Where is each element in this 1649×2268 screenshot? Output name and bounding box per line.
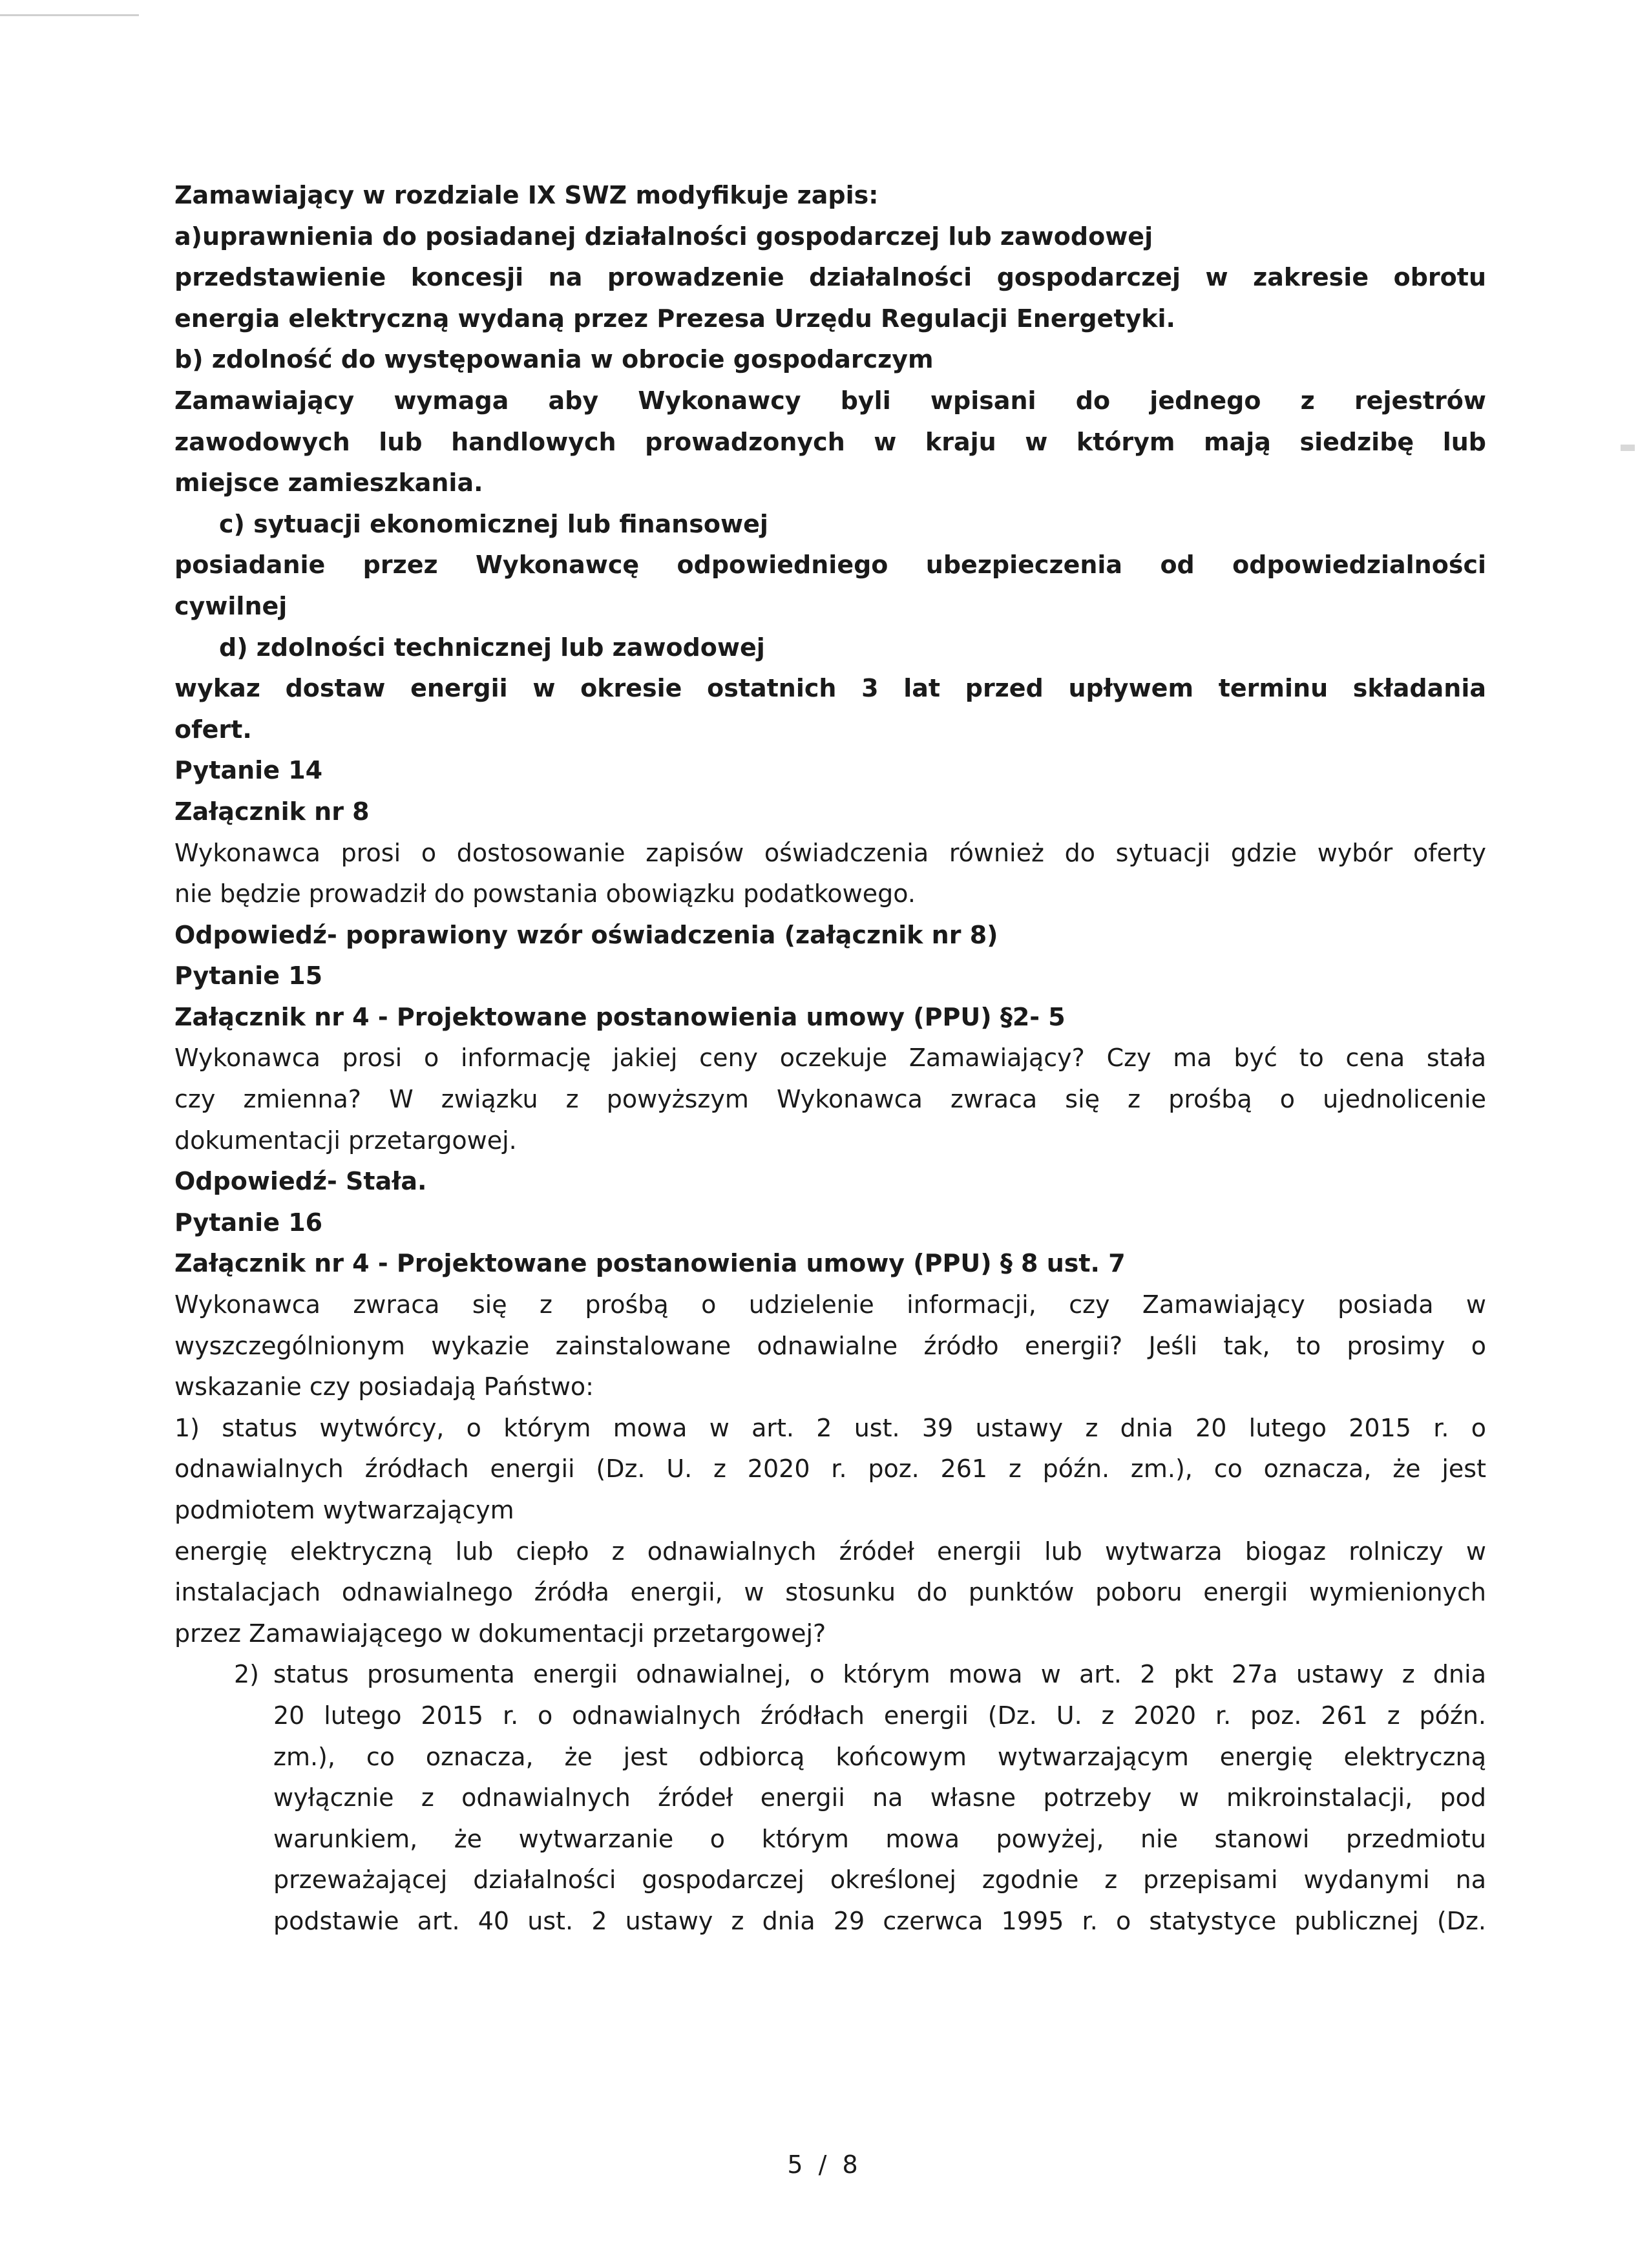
text-line: Załącznik nr 4 - Projektowane postanowienia umowy (PPU) § 8 ust. 7 xyxy=(174,1249,1126,1278)
item-body xyxy=(273,1654,1486,1942)
paragraph xyxy=(174,257,1486,339)
paragraph xyxy=(174,1161,1486,1202)
text-line: nie będzie prowadził do powstania obowiązku podatkowego. xyxy=(174,879,916,908)
page-number: 5 / 8 xyxy=(787,2150,862,2179)
text-line: Załącznik nr 8 xyxy=(174,797,370,826)
text-line: energia elektryczną wydaną przez Prezesa Urzędu Regulacji Energetyki. xyxy=(174,304,1175,333)
text-line: Odpowiedź- poprawiony wzór oświadczenia (załącznik nr 8) xyxy=(174,920,998,949)
text-line: posiadanie przez Wykonawcę odpowiedniego ubezpieczenia od odpowiedzialności xyxy=(174,551,1486,580)
text-line: dokumentacji przetargowej. xyxy=(174,1126,517,1155)
text-line: 20 lutego 2015 r. o odnawialnych źródłach energii (Dz. U. z 2020 r. poz. 261 z późn. xyxy=(273,1701,1486,1730)
paragraph xyxy=(174,1531,1486,1655)
text-line: przez Zamawiającego w dokumentacji przetargowej? xyxy=(174,1619,826,1648)
text-line: instalacjach odnawialnego źródła energii, w stosunku do punktów poboru energii wymienionych xyxy=(174,1578,1486,1607)
text-line: Odpowiedź- Stała. xyxy=(174,1167,427,1196)
text-line: podstawie art. 40 ust. 2 ustawy z dnia 29 czerwca 1995 r. o statystyce publicznej (Dz. xyxy=(273,1906,1486,1935)
paragraph xyxy=(174,833,1486,915)
paragraph xyxy=(174,997,1486,1038)
text-line: czy zmienna? W związku z powyższym Wykonawca zwraca się z prośbą o ujednolicenie xyxy=(174,1085,1486,1114)
text-line: Wykonawca prosi o informację jakiej ceny oczekuje Zamawiający? Czy ma być to cena stała xyxy=(174,1044,1486,1073)
text-line: zm.), co oznacza, że jest odbiorcą końcowym wytwarzającym energię elektryczną xyxy=(273,1742,1486,1771)
paragraph xyxy=(174,216,1486,258)
paragraph xyxy=(174,1285,1486,1408)
paragraph xyxy=(174,1202,1486,1244)
paragraph xyxy=(174,1038,1486,1161)
paragraph xyxy=(174,175,1486,216)
text-line: Załącznik nr 4 - Projektowane postanowienia umowy (PPU) §2- 5 xyxy=(174,1002,1066,1031)
paragraph xyxy=(174,545,1486,627)
text-line: Pytanie 14 xyxy=(174,756,323,785)
text-line: cywilnej xyxy=(174,591,288,620)
paragraph xyxy=(174,792,1486,833)
text-line: wyłącznie z odnawialnych źródeł energii na własne potrzeby w mikroinstalacji, pod xyxy=(273,1783,1486,1812)
paragraph xyxy=(174,339,1486,381)
document-body xyxy=(174,175,1486,1942)
text-line: wykaz dostaw energii w okresie ostatnich 3 lat przed upływem terminu składania xyxy=(174,674,1486,703)
paragraph xyxy=(174,915,1486,956)
text-line: energię elektryczną lub ciepło z odnawialnych źródeł energii lub wytwarza biogaz rolniczy w xyxy=(174,1537,1486,1566)
text-line: warunkiem, że wytwarzanie o którym mowa powyżej, nie stanowi przedmiotu xyxy=(273,1824,1486,1853)
paragraph xyxy=(174,504,1486,545)
paragraph xyxy=(174,1243,1486,1285)
text-line: podmiotem wytwarzającym xyxy=(174,1496,514,1524)
text-line: b) zdolność do występowania w obrocie gospodarczym xyxy=(174,345,934,374)
text-line: a)uprawnienia do posiadanej działalności gospodarczej lub zawodowej xyxy=(174,222,1153,251)
paragraph xyxy=(174,1408,1486,1531)
paragraph xyxy=(174,750,1486,792)
paragraph xyxy=(174,381,1486,504)
text-line: miejsce zamieszkania. xyxy=(174,468,483,498)
scan-edge-mark xyxy=(0,14,139,16)
text-line: przedstawienie koncesji na prowadzenie działalności gospodarczej w zakresie obrotu xyxy=(174,263,1486,292)
item-number: 2) xyxy=(233,1660,259,1689)
paragraph xyxy=(174,956,1486,997)
text-line: Pytanie 16 xyxy=(174,1208,323,1237)
text-line: c) sytuacji ekonomicznej lub finansowej xyxy=(219,509,768,538)
text-line: ofert. xyxy=(174,715,252,744)
text-line: Wykonawca zwraca się z prośbą o udzielenie informacji, czy Zamawiający posiada w xyxy=(174,1290,1486,1319)
text-line: zawodowych lub handlowych prowadzonych w kraju w którym mają siedzibę lub xyxy=(174,427,1486,456)
text-line: Zamawiający wymaga aby Wykonawcy byli wpisani do jednego z rejestrów xyxy=(174,386,1486,415)
paragraph xyxy=(174,668,1486,750)
numbered-item xyxy=(174,1654,1486,1942)
text-line: Pytanie 15 xyxy=(174,961,323,991)
text-line: odnawialnych źródłach energii (Dz. U. z 2020 r. poz. 261 z późn. zm.), co oznacza, że jest xyxy=(174,1454,1486,1484)
paragraph xyxy=(174,627,1486,669)
text-line: 1) status wytwórcy, o którym mowa w art. 2 ust. 39 ustawy z dnia 20 lutego 2015 r. o xyxy=(174,1413,1486,1442)
text-line: Wykonawca prosi o dostosowanie zapisów oświadczenia również do sytuacji gdzie wybór oferty xyxy=(174,838,1486,867)
text-line: wskazanie czy posiadają Państwo: xyxy=(174,1372,594,1402)
text-line: d) zdolności technicznej lub zawodowej xyxy=(219,633,765,662)
text-line: status prosumenta energii odnawialnej, o którym mowa w art. 2 pkt 27a ustawy z dnia xyxy=(273,1660,1486,1689)
text-line: przeważającej działalności gospodarczej określonej zgodnie z przepisami wydanymi na xyxy=(273,1865,1486,1895)
text-line: wyszczególnionym wykazie zainstalowane odnawialne źródło energii? Jeśli tak, to prosimy o xyxy=(174,1331,1486,1360)
text-line: Zamawiający w rozdziale IX SWZ modyfikuje zapis: xyxy=(174,181,879,209)
scan-side-mark xyxy=(1621,445,1635,451)
